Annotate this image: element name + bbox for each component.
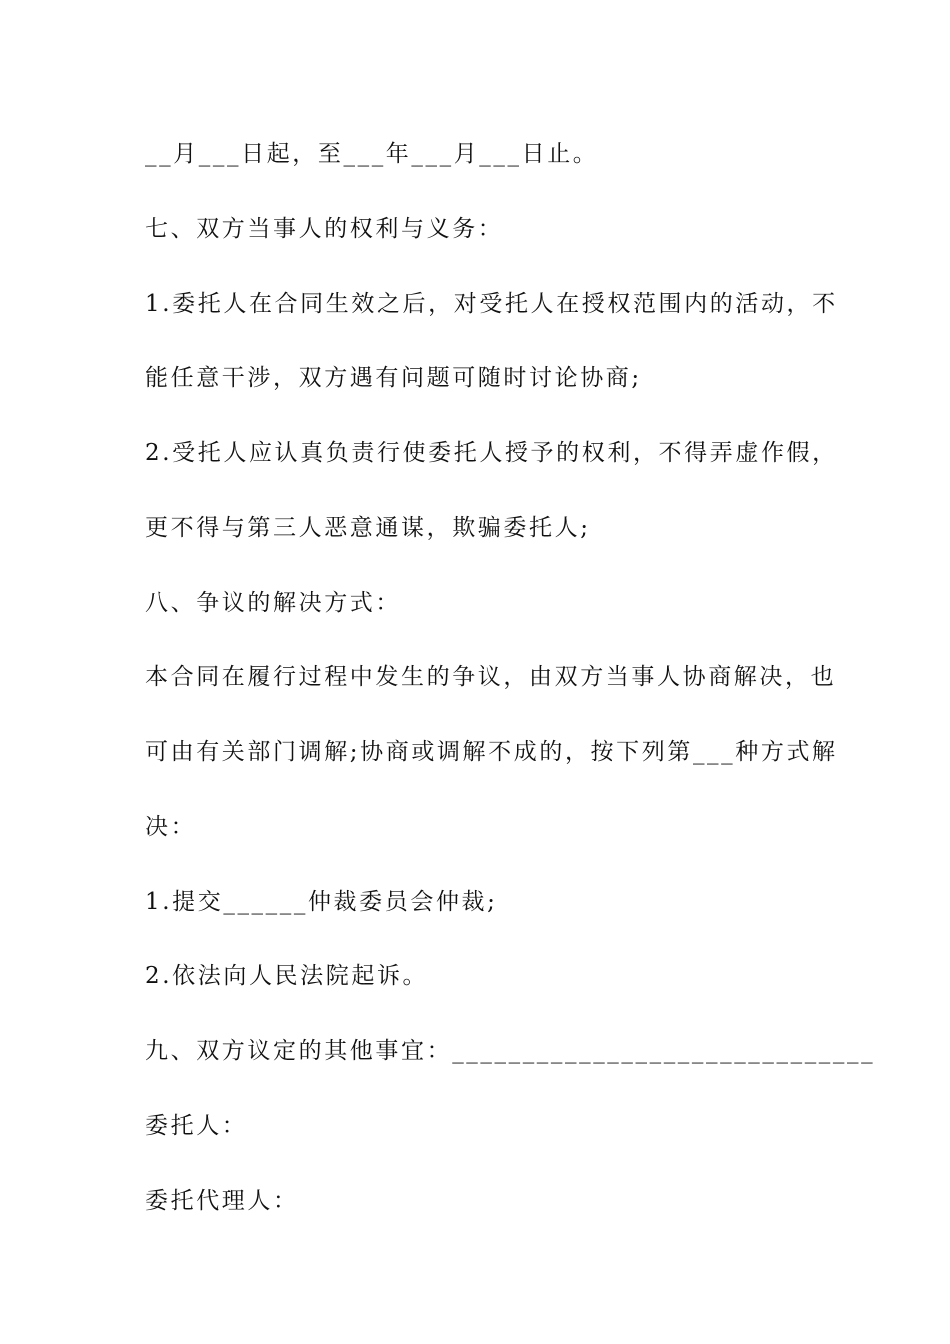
text-line-dispute-c: 决：: [145, 814, 197, 840]
text-line-term-end: __月___日起，至___年___月___日止。: [145, 141, 599, 167]
text-line-clause-7-1b: 能任意干涉，双方遇有问题可随时讨论协商;: [145, 365, 642, 391]
section-9-heading: 九、双方议定的其他事宜：______________________________: [145, 1038, 876, 1064]
text-line-dispute-b: 可由有关部门调解;协商或调解不成的，按下列第___种方式解: [145, 739, 838, 765]
text-line-clause-7-2b: 更不得与第三人恶意通谋，欺骗委托人;: [145, 515, 591, 541]
text-line-dispute-a: 本合同在履行过程中发生的争议，由双方当事人协商解决，也: [145, 664, 837, 690]
text-line-clause-7-1a: 1.委托人在合同生效之后，对受托人在授权范围内的活动，不: [145, 291, 838, 317]
text-line-option-1: 1.提交______仲裁委员会仲裁;: [145, 889, 498, 915]
signature-agent-label: 委托代理人：: [145, 1188, 299, 1214]
section-7-heading: 七、双方当事人的权利与义务：: [145, 216, 504, 242]
section-8-heading: 八、争议的解决方式：: [145, 590, 401, 616]
text-line-option-2: 2.依法向人民法院起诉。: [145, 963, 429, 989]
signature-principal-label: 委托人：: [145, 1113, 248, 1139]
text-line-clause-7-2a: 2.受托人应认真负责行使委托人授予的权利，不得弄虚作假，: [145, 440, 838, 466]
